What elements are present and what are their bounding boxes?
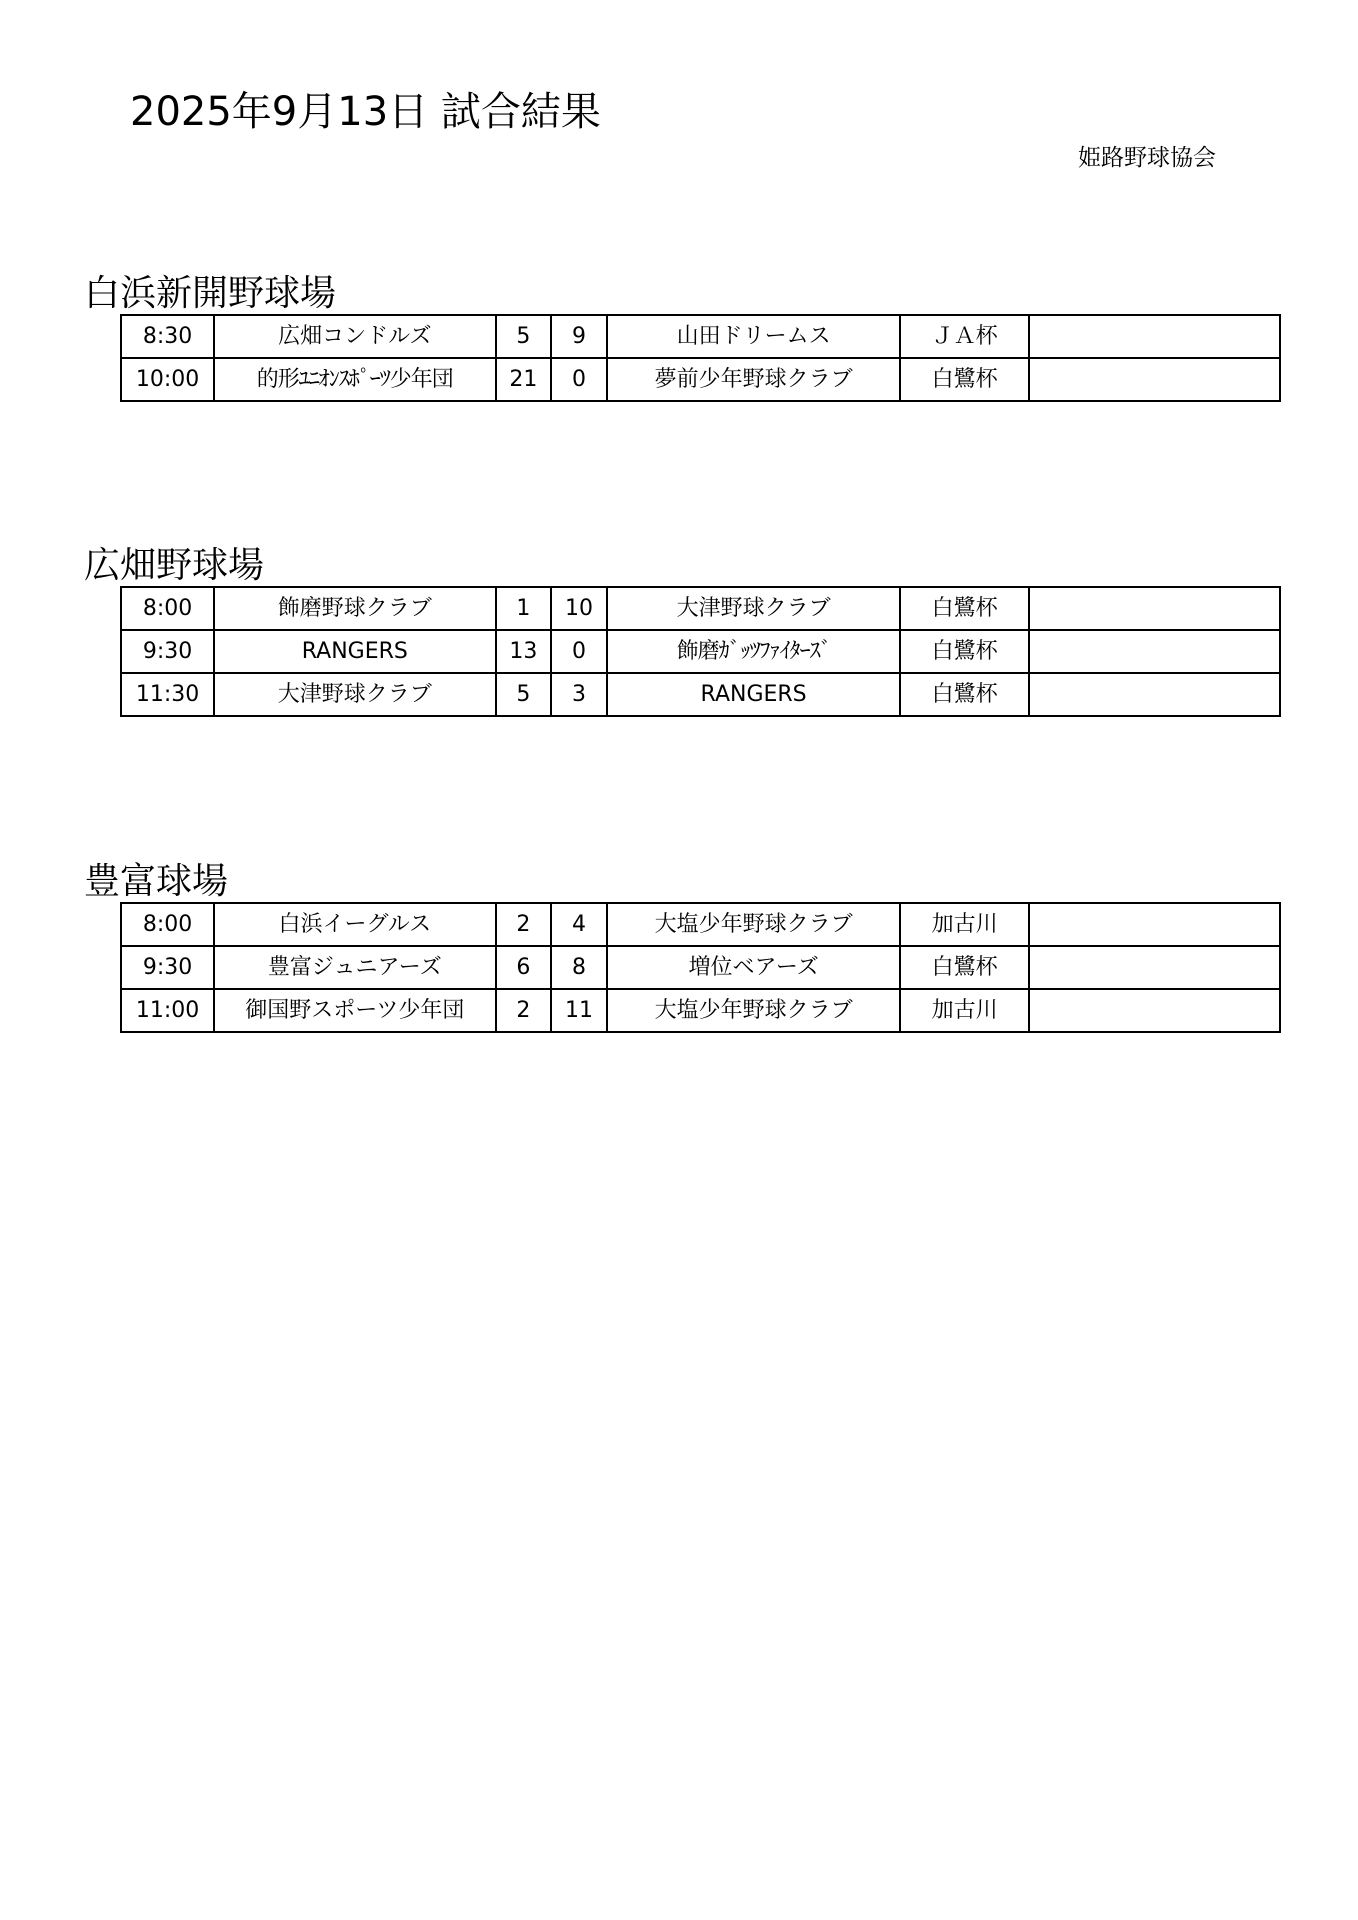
- note-cell: [1029, 358, 1280, 401]
- note-cell: [1029, 315, 1280, 358]
- note-cell: [1029, 903, 1280, 946]
- game-time: 11:30: [121, 673, 214, 716]
- away-score: 0: [551, 630, 607, 673]
- away-score: 8: [551, 946, 607, 989]
- home-team: 御国野スポーツ少年団: [214, 989, 495, 1032]
- game-time: 8:00: [121, 587, 214, 630]
- home-team: 飾磨野球クラブ: [214, 587, 495, 630]
- cup-name: 加古川: [900, 903, 1029, 946]
- home-team: 広畑コンドルズ: [214, 315, 495, 358]
- home-score: 2: [496, 989, 552, 1032]
- venue-name: 豊富球場: [84, 861, 229, 902]
- table-row: [121, 673, 1280, 716]
- home-team: 豊富ジュニアーズ: [214, 946, 495, 989]
- venue-name: 広畑野球場: [84, 545, 265, 586]
- table-row: [121, 315, 1280, 358]
- results-table: [120, 902, 1281, 1033]
- away-score: 9: [551, 315, 607, 358]
- game-time: 8:00: [121, 903, 214, 946]
- away-team: 大津野球クラブ: [607, 587, 901, 630]
- home-team: 白浜イーグルス: [214, 903, 495, 946]
- home-team: 的形ﾕﾆｵﾝｽﾎﾟｰﾂ少年団: [214, 358, 495, 401]
- home-team: 大津野球クラブ: [214, 673, 495, 716]
- game-time: 8:30: [121, 315, 214, 358]
- home-score: 2: [496, 903, 552, 946]
- away-team: 山田ドリームス: [607, 315, 901, 358]
- note-cell: [1029, 673, 1280, 716]
- cup-name: ＪＡ杯: [900, 315, 1029, 358]
- table-row: [121, 630, 1280, 673]
- table-row: [121, 989, 1280, 1032]
- organization-name: 姫路野球協会: [1078, 145, 1216, 171]
- game-time: 9:30: [121, 946, 214, 989]
- cup-name: 白鷺杯: [900, 673, 1029, 716]
- home-score: 5: [496, 673, 552, 716]
- away-team: 大塩少年野球クラブ: [607, 989, 901, 1032]
- cup-name: 白鷺杯: [900, 630, 1029, 673]
- away-score: 0: [551, 358, 607, 401]
- note-cell: [1029, 630, 1280, 673]
- game-time: 9:30: [121, 630, 214, 673]
- game-time: 10:00: [121, 358, 214, 401]
- away-team: 大塩少年野球クラブ: [607, 903, 901, 946]
- table-row: [121, 587, 1280, 630]
- away-team: 飾磨ｶﾞｯﾂﾌｧｲﾀｰｽﾞ: [607, 630, 901, 673]
- venue-name: 白浜新開野球場: [84, 273, 337, 314]
- table-row: [121, 903, 1280, 946]
- table-row: [121, 358, 1280, 401]
- page-title: 2025年9月13日 試合結果: [130, 89, 601, 135]
- note-cell: [1029, 587, 1280, 630]
- away-score: 11: [551, 989, 607, 1032]
- away-team: 夢前少年野球クラブ: [607, 358, 901, 401]
- home-score: 21: [496, 358, 552, 401]
- home-score: 5: [496, 315, 552, 358]
- home-score: 6: [496, 946, 552, 989]
- home-score: 13: [496, 630, 552, 673]
- note-cell: [1029, 946, 1280, 989]
- away-score: 10: [551, 587, 607, 630]
- game-time: 11:00: [121, 989, 214, 1032]
- home-team: RANGERS: [214, 630, 495, 673]
- away-team: RANGERS: [607, 673, 901, 716]
- away-score: 4: [551, 903, 607, 946]
- cup-name: 加古川: [900, 989, 1029, 1032]
- table-row: [121, 946, 1280, 989]
- cup-name: 白鷺杯: [900, 587, 1029, 630]
- results-table: [120, 586, 1281, 717]
- cup-name: 白鷺杯: [900, 358, 1029, 401]
- results-table: [120, 314, 1281, 402]
- note-cell: [1029, 989, 1280, 1032]
- home-score: 1: [496, 587, 552, 630]
- cup-name: 白鷺杯: [900, 946, 1029, 989]
- away-score: 3: [551, 673, 607, 716]
- away-team: 増位ベアーズ: [607, 946, 901, 989]
